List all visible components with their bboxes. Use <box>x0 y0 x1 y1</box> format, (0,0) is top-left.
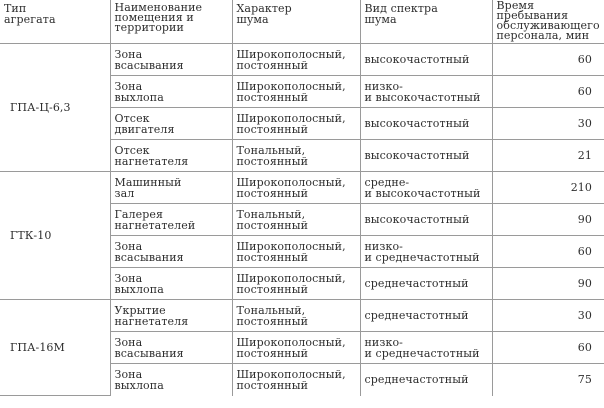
staff-time-cell: 75 <box>492 364 604 396</box>
area-cell <box>110 140 232 172</box>
cell-line: низко- <box>364 335 403 349</box>
staff-time-cell: 60 <box>492 76 604 108</box>
staff-time-cell: 60 <box>492 332 604 364</box>
noise-spectrum-cell <box>360 364 492 396</box>
noise-spectrum-cell <box>360 140 492 172</box>
cell-line: всасывания <box>114 346 184 360</box>
cell-line: и среднечастотный <box>364 250 480 264</box>
unit-type-cell: ГТК-10 <box>0 172 110 300</box>
cell-line: Широкополосный, <box>236 47 346 61</box>
noise-character-cell <box>232 108 360 140</box>
header-line: персонала, мин <box>496 29 590 42</box>
area-cell <box>110 300 232 332</box>
noise-character-cell <box>232 332 360 364</box>
cell-line: постоянный <box>236 378 309 392</box>
noise-spectrum-cell <box>360 300 492 332</box>
cell-line: нагнетателя <box>114 314 189 328</box>
noise-spectrum-cell <box>360 236 492 268</box>
area-cell <box>110 236 232 268</box>
noise-spectrum-cell <box>360 204 492 236</box>
area-cell <box>110 172 232 204</box>
staff-time-cell: 90 <box>492 268 604 300</box>
area-cell <box>110 108 232 140</box>
noise-character-cell <box>232 76 360 108</box>
cell-line: Зона <box>114 239 143 253</box>
cell-line: Тональный, <box>236 303 306 317</box>
cell-line: всасывания <box>114 250 184 264</box>
cell-line: Широкополосный, <box>236 111 346 125</box>
cell-line: Зона <box>114 79 143 93</box>
unit-type-cell: ГПА-16М <box>0 300 110 396</box>
cell-line: Зона <box>114 335 143 349</box>
cell-line: среднечастотный <box>364 277 469 290</box>
noise-character-cell <box>232 300 360 332</box>
cell-line: Широкополосный, <box>236 239 346 253</box>
cell-line: Широкополосный, <box>236 367 346 381</box>
header-line: территории <box>114 21 184 34</box>
area-cell <box>110 268 232 300</box>
cell-line: постоянный <box>236 90 309 104</box>
cell-line: Тональный, <box>236 207 306 221</box>
cell-line: высокочастотный <box>364 117 470 130</box>
header-line: Вид спектра <box>364 2 438 15</box>
cell-line: нагнетателя <box>114 154 189 168</box>
cell-line: среднечастотный <box>364 309 469 322</box>
header-line: пребывания <box>496 9 569 22</box>
cell-line: постоянный <box>236 122 309 136</box>
header-line: агрегата <box>4 13 56 26</box>
cell-line: и высокочастотный <box>364 90 481 104</box>
noise-spectrum-cell <box>360 44 492 76</box>
cell-line: Отсек <box>114 111 150 125</box>
header-line: шума <box>364 13 397 26</box>
cell-line: Отсек <box>114 143 150 157</box>
area-cell <box>110 76 232 108</box>
header-row <box>0 0 604 44</box>
noise-character-cell <box>232 44 360 76</box>
cell-line: постоянный <box>236 314 309 328</box>
staff-time-cell: 30 <box>492 300 604 332</box>
cell-line: выхлопа <box>114 378 164 392</box>
cell-line: выхлопа <box>114 282 164 296</box>
cell-line: Машинный <box>114 175 182 189</box>
header-line: помещения и <box>114 11 194 24</box>
staff-time-cell: 21 <box>492 140 604 172</box>
cell-line: зал <box>114 186 135 200</box>
cell-line: Широкополосный, <box>236 335 346 349</box>
cell-line: постоянный <box>236 282 309 296</box>
noise-spectrum-cell <box>360 332 492 364</box>
cell-line: высокочастотный <box>364 53 470 66</box>
cell-line: и высокочастотный <box>364 186 481 200</box>
area-cell <box>110 44 232 76</box>
cell-line: Укрытие <box>114 303 166 317</box>
noise-character-cell <box>232 236 360 268</box>
noise-character-cell <box>232 172 360 204</box>
cell-line: постоянный <box>236 250 309 264</box>
cell-line: всасывания <box>114 58 184 72</box>
table-body <box>0 44 604 396</box>
header-line: Характер <box>236 2 292 15</box>
header-noise-spectrum <box>360 0 492 44</box>
staff-time-cell: 60 <box>492 44 604 76</box>
table-row <box>0 172 604 204</box>
cell-line: двигателя <box>114 122 175 136</box>
staff-time-cell: 210 <box>492 172 604 204</box>
staff-time-cell: 60 <box>492 236 604 268</box>
noise-spectrum-cell <box>360 268 492 300</box>
cell-line: Тональный, <box>236 143 306 157</box>
cell-line: нагнетателей <box>114 218 196 232</box>
header-noise-character <box>232 0 360 44</box>
unit-type-cell: ГПА-Ц-6,3 <box>0 44 110 172</box>
cell-line: Широкополосный, <box>236 79 346 93</box>
cell-line: и среднечастотный <box>364 346 480 360</box>
header-staff-time <box>492 0 604 44</box>
cell-line: Галерея <box>114 207 164 221</box>
cell-line: Широкополосный, <box>236 175 346 189</box>
header-line: Время <box>496 0 535 12</box>
cell-line: Зона <box>114 47 143 61</box>
cell-line: постоянный <box>236 346 309 360</box>
cell-line: низко- <box>364 79 403 93</box>
header-line: обслуживающего <box>496 19 600 32</box>
table-row <box>0 44 604 76</box>
noise-spectrum-cell <box>360 76 492 108</box>
cell-line: высокочастотный <box>364 213 470 226</box>
noise-spectrum-cell <box>360 108 492 140</box>
noise-character-cell <box>232 268 360 300</box>
cell-line: низко- <box>364 239 403 253</box>
header-area-name <box>110 0 232 44</box>
noise-spectrum-cell <box>360 172 492 204</box>
header-line: Наименование <box>114 1 203 14</box>
staff-time-cell: 90 <box>492 204 604 236</box>
cell-line: постоянный <box>236 218 309 232</box>
cell-line: среднечастотный <box>364 373 469 387</box>
cell-line: средне- <box>364 175 410 189</box>
header-line: шума <box>236 13 269 26</box>
cell-line: Зона <box>114 271 143 285</box>
noise-character-cell <box>232 364 360 396</box>
cell-line: постоянный <box>236 186 309 200</box>
header-unit-type <box>0 0 110 44</box>
cell-line: выхлопа <box>114 90 164 104</box>
cell-line: постоянный <box>236 58 309 72</box>
cell-line: постоянный <box>236 154 309 168</box>
cell-line: высокочастотный <box>364 149 470 162</box>
table-row <box>0 300 604 332</box>
area-cell <box>110 364 232 396</box>
cell-line: Широкополосный, <box>236 271 346 285</box>
noise-character-cell <box>232 140 360 172</box>
noise-character-cell <box>232 204 360 236</box>
cell-line: Зона <box>114 367 143 381</box>
area-cell <box>110 204 232 236</box>
header-line: Тип <box>4 2 27 15</box>
area-cell <box>110 332 232 364</box>
staff-time-cell: 30 <box>492 108 604 140</box>
